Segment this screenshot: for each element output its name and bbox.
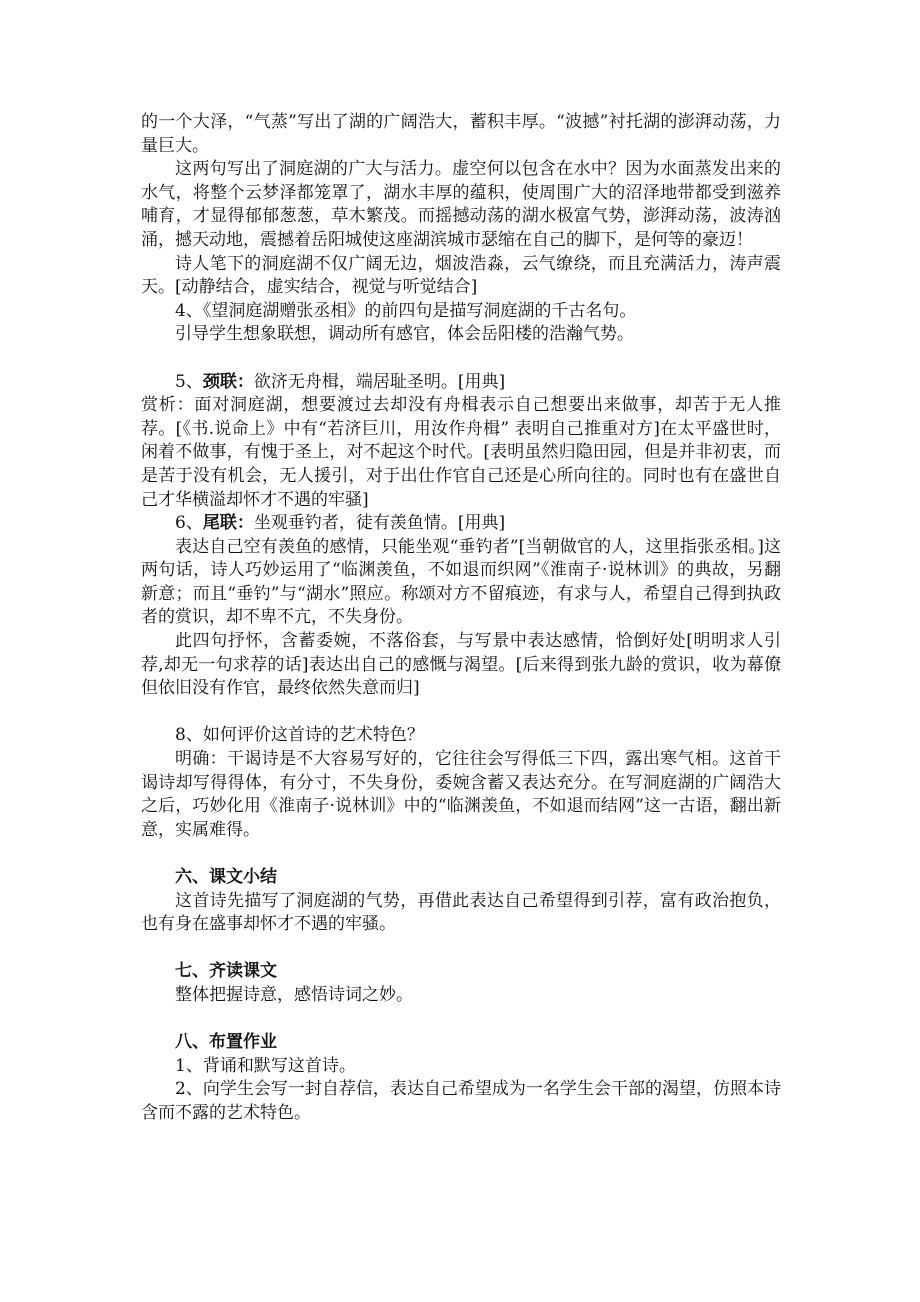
- blank-line: [141, 937, 781, 961]
- item-heading: 尾联：: [202, 513, 254, 534]
- paragraph: 明确：干谒诗是不大容易写好的，它往往会写得低三下四，露出寒气相。这首干谒诗却写得得体，有分寸，不失身份，委婉含蓄又表达充分。在写洞庭湖的广阔浩大之后，巧妙化用《淮南子·说林训》中的“临渊羡鱼，不如退而结网”这一古语，翻出新意，实属难得。: [141, 749, 781, 840]
- paragraph-couplet-5: [141, 371, 781, 395]
- blank-line: [141, 347, 781, 371]
- paragraph: 整体把握诗意，感悟诗词之妙。: [175, 984, 413, 1005]
- paragraph: 8、如何评价这首诗的艺术特色？: [175, 725, 424, 746]
- paragraph: 4、《望洞庭湖赠张丞相》的前四句是描写洞庭湖的千古名句。: [175, 300, 637, 321]
- paragraph: 这两句写出了洞庭湖的广大与活力。虚空何以包含在水中？因为水面蒸发出来的水气，将整个云梦泽都笼罩了，湖水丰厚的蕴积，使周围广大的沼泽地带都受到滋养哺育，才显得郁郁葱葱，草木繁茂。而摇撼动荡的湖水极富气势，澎湃动荡，波涛汹涌，撼天动地，震撼着岳阳城使这座湖滨城市瑟缩在自己的脚下，是何等的豪迈！: [141, 159, 781, 250]
- paragraph: 1、背诵和默写这首诗。: [175, 1055, 356, 1076]
- item-text: 欲济无舟楫，端居耻圣明。[用典]: [253, 371, 506, 392]
- paragraph: 此四句抒怀，含蓄委婉，不落俗套，与写景中表达感情，恰倒好处[明明求人引荐,却无一句求荐的话]表达出自己的感慨与渴望。[后来得到张九龄的赏识，收为幕僚但依旧没有作官，最终依然失意而归]: [141, 631, 781, 699]
- item-text: 坐观垂钓者，徒有羡鱼情。[用典]: [253, 513, 506, 534]
- item-number: 6、: [175, 513, 203, 534]
- document-body: [141, 111, 781, 1126]
- section-heading: 八、布置作业: [175, 1032, 277, 1053]
- paragraph: 这首诗先描写了洞庭湖的气势，再借此表达自己希望得到引荐，富有政治抱负，也有身在盛事却怀才不遇的牢骚。: [141, 890, 781, 935]
- paragraph: 引导学生想象联想，调动所有感官，体会岳阳楼的浩瀚气势。: [175, 324, 634, 345]
- paragraph: 表达自己空有羡鱼的感情，只能坐观“垂钓者”[当朝做官的人，这里指张丞相。]这两句话，诗人巧妙运用了“临渊羡鱼，不如退而织网”《淮南子·说林训》的典故，另翻新意；而且“垂钓”与“湖水”照应。称颂对方不留痕迹，有求与人，希望自己得到执政者的赏识，却不卑不亢，不失身份。: [141, 536, 781, 628]
- paragraph: 诗人笔下的洞庭湖不仅广阔无边，烟波浩淼，云气缭绕，而且充满活力，涛声震天。[动静结合，虚实结合，视觉与听觉结合]: [141, 253, 781, 298]
- paragraph: 的一个大泽，“气蒸”写出了湖的广阔浩大，蓄积丰厚。“波撼”衬托湖的澎湃动荡，力量巨大。: [141, 112, 781, 156]
- blank-line: [141, 701, 781, 725]
- section-heading: 七、齐读课文: [175, 961, 277, 982]
- item-heading: 颈联：: [202, 371, 254, 392]
- blank-line: [141, 842, 781, 866]
- paragraph: 赏析：面对洞庭湖，想要渡过去却没有舟楫表示自己想要出来做事，却苦于无人推荐。[《书.说命上》中有“若济巨川，用汝作舟楫” 表明自己推重对方]在太平盛世时，闲着不做事，有愧于圣上，对不起这个时代。[表明虽然归隐田园，但是并非初衷，而是苦于没有机会，无人援引，对于出仕作官自己还是心所向往的。同时也有在盛世自己才华横溢却怀才不遇的牢骚]: [141, 395, 781, 510]
- blank-line: [141, 1008, 781, 1032]
- item-number: 5、: [175, 371, 203, 392]
- section-heading: 六、课文小结: [175, 867, 277, 887]
- paragraph: 2、向学生会写一封自荐信，表达自己希望成为一名学生会干部的渴望，仿照本诗含而不露的艺术特色。: [141, 1079, 781, 1123]
- paragraph-couplet-6: [141, 512, 781, 536]
